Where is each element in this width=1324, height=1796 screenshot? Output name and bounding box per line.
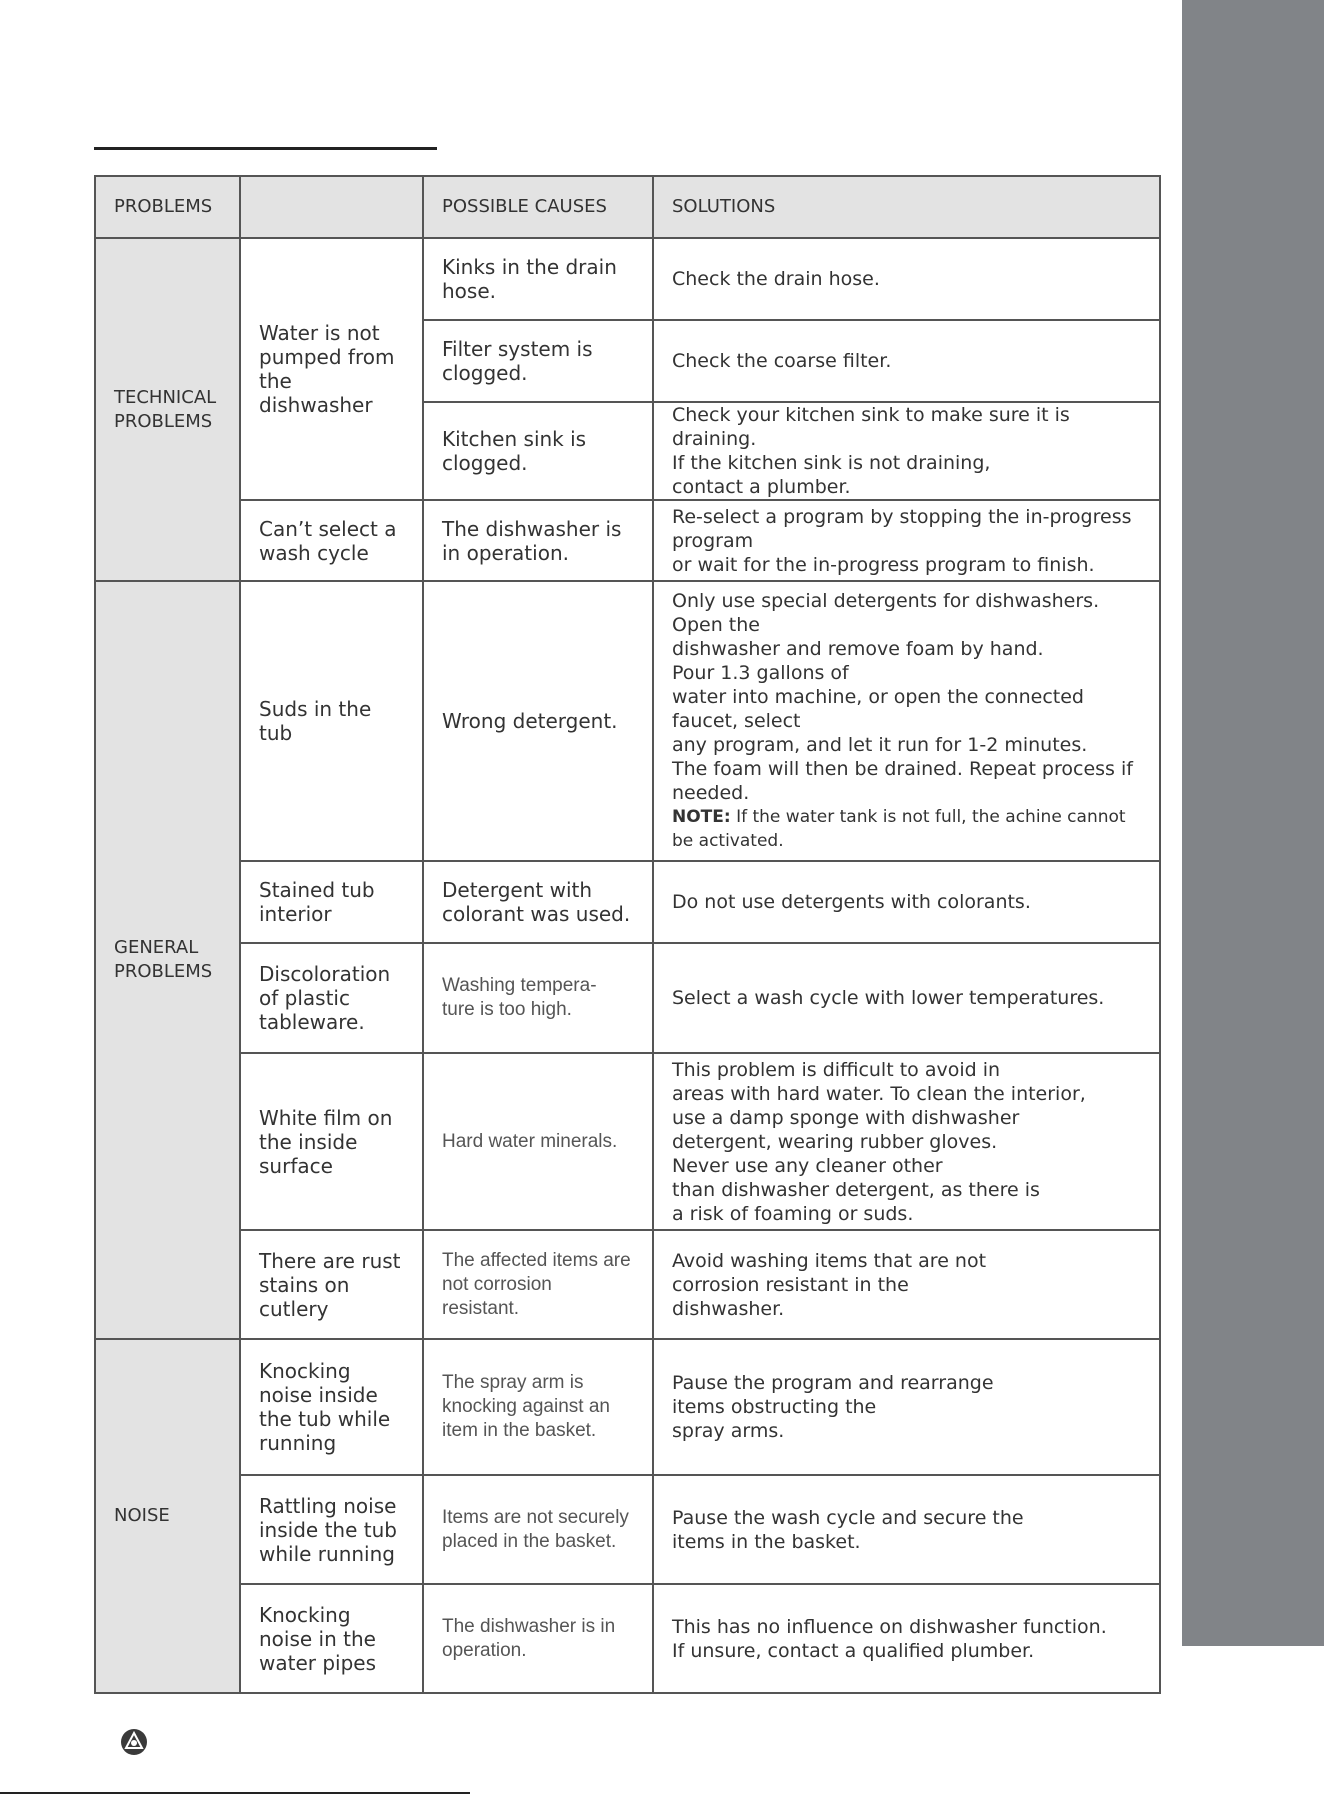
table-row [95,500,1160,581]
problem-cell: Suds in the tub [240,581,423,861]
cause-cell: The spray arm is knocking against an item in the basket. [423,1339,653,1475]
category-technical-problems: TECHNICAL PROBLEMS [95,238,240,581]
solution-cell: Select a wash cycle with lower temperatures. [653,943,1160,1053]
problem-cell: Discoloration of plastic tableware. [240,943,423,1053]
table-row [95,238,1160,320]
solution-cell: Check your kitchen sink to make sure it is draining. If the kitchen sink is not draining, contact a plumber. [653,402,1160,500]
cause-cell: Items are not securely placed in the basket. [423,1475,653,1584]
solution-cell: Re-select a program by stopping the in-progress program or wait for the in-progress program to finish. [653,500,1160,581]
table-header-row [95,176,1160,238]
category-general-problems: GENERAL PROBLEMS [95,581,240,1339]
solution-cell: Check the drain hose. [653,238,1160,320]
problem-cell: Stained tub interior [240,861,423,943]
category-noise: NOISE [95,1339,240,1693]
header-possible-causes: POSSIBLE CAUSES [423,176,653,238]
table-row [95,581,1160,861]
table-row [95,1230,1160,1339]
table-row [95,1475,1160,1584]
cause-cell: Wrong detergent. [423,581,653,861]
problem-cell: Knocking noise inside the tub while running [240,1339,423,1475]
cause-cell: The dishwasher is in operation. [423,1584,653,1693]
solution-cell: Pause the wash cycle and secure the items in the basket. [653,1475,1160,1584]
solution-text: Only use special detergents for dishwashers. Open the dishwasher and remove foam by hand. Pour 1.3 gallons of water into machine, or open the connected faucet, select any program, and let it run for 1-2 minutes. The foam will then be drained. Repeat process if needed. [672,590,1133,804]
section-title-rule [94,147,437,150]
troubleshooting-table [94,175,1161,1694]
cause-cell: Hard water minerals. [423,1053,653,1230]
table-row [95,861,1160,943]
header-solutions: SOLUTIONS [653,176,1160,238]
problem-cell: There are rust stains on cutlery [240,1230,423,1339]
problem-cell: Can’t select a wash cycle [240,500,423,581]
solution-cell: Pause the program and rearrange items obstructing the spray arms. [653,1339,1160,1475]
brand-logo-icon [120,1728,148,1760]
cause-cell: Kinks in the drain hose. [423,238,653,320]
cause-cell: The dishwasher is in operation. [423,500,653,581]
solution-cell: Avoid washing items that are not corrosion resistant in the dishwasher. [653,1230,1160,1339]
side-tab-bar [1182,0,1324,1646]
table-row [95,1584,1160,1693]
problem-cell: Rattling noise inside the tub while running [240,1475,423,1584]
cause-cell: The affected items are not corrosion resistant. [423,1230,653,1339]
cause-cell: Washing tempera- ture is too high. [423,943,653,1053]
solution-cell: Check the coarse filter. [653,320,1160,402]
footer-rule [0,1792,470,1794]
note-label: NOTE: [672,807,731,827]
solution-note [672,805,1141,853]
table-row [95,1339,1160,1475]
solution-cell: Do not use detergents with colorants. [653,861,1160,943]
solution-cell: This problem is difficult to avoid in areas with hard water. To clean the interior, use a damp sponge with dishwasher detergent, wearing rubber gloves. Never use any cleaner other than dishwasher detergent, as there is a risk of foaming or suds. [653,1053,1160,1230]
problem-cell: White film on the inside surface [240,1053,423,1230]
header-blank [240,176,423,238]
problem-cell: Water is not pumped from the dishwasher [240,238,423,500]
table-row [95,943,1160,1053]
problem-cell: Knocking noise in the water pipes [240,1584,423,1693]
table-row [95,1053,1160,1230]
note-text: If the water tank is not full, the achine cannot be activated. [672,807,1126,851]
header-problems: PROBLEMS [95,176,240,238]
cause-cell: Detergent with colorant was used. [423,861,653,943]
cause-cell: Filter system is clogged. [423,320,653,402]
cause-cell: Kitchen sink is clogged. [423,402,653,500]
solution-cell: This has no influence on dishwasher function. If unsure, contact a qualified plumber. [653,1584,1160,1693]
solution-cell [653,581,1160,861]
